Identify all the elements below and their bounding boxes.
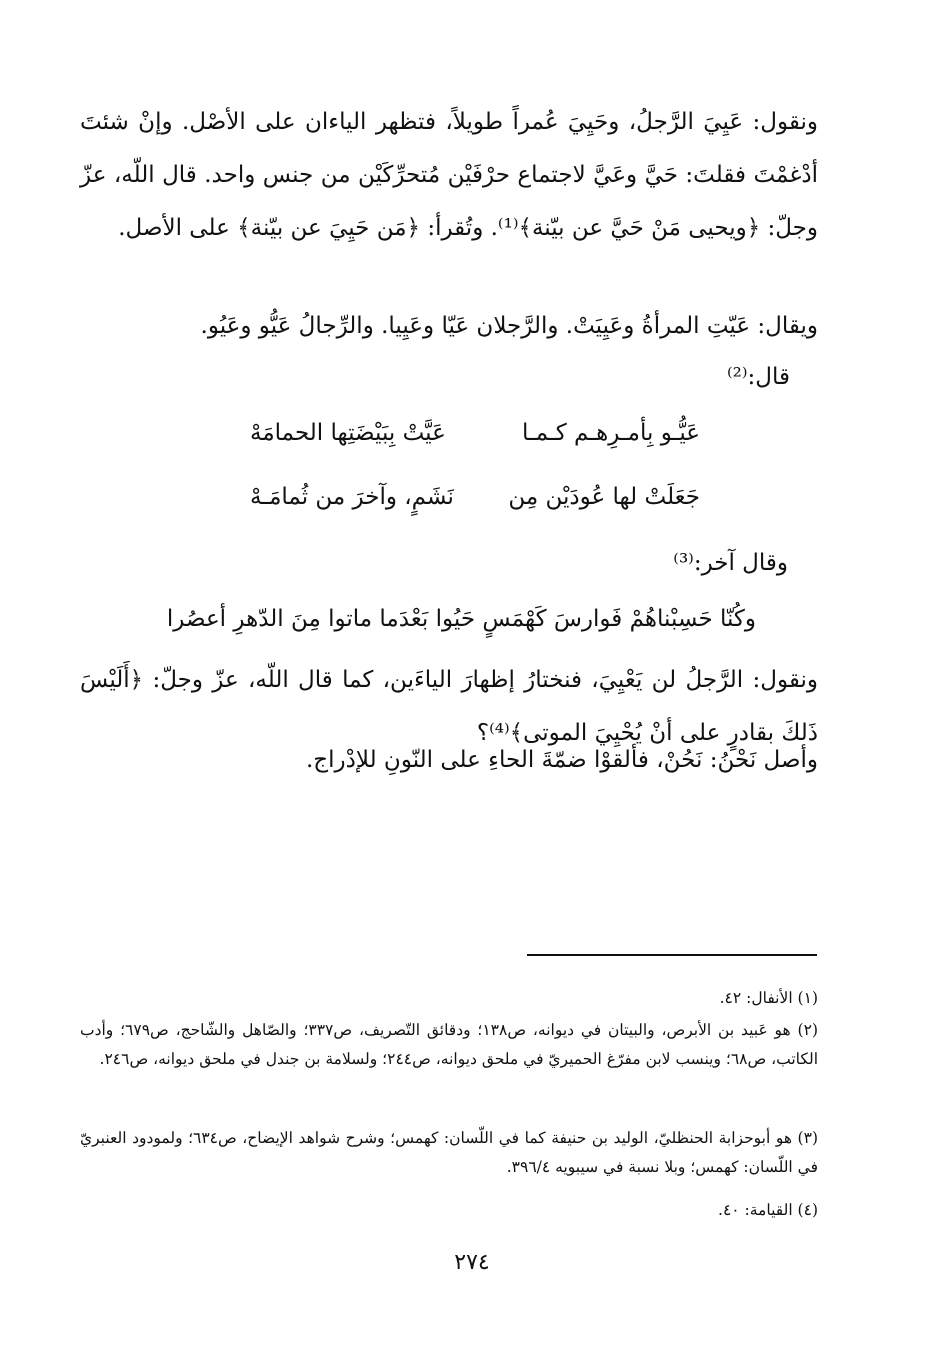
footnote-3: (٣) هو أبوحزابة الحنظليّ، الوليد بن حنيفة كما في اللّسان: كهمس؛ وشرح شواهد الإيضاح، ص٦٣٤؛ ولمودود العنبريّ في اللّسان: كهمس؛ وبلا نسبة في سيبويه ٣٩٦/٤.: [80, 1129, 818, 1176]
verse-2-first-hemistich: جَعَلَتْ لها عُودَيْن مِن: [508, 484, 700, 510]
verse-2-second-hemistich: نَشَمٍ، وآخرَ من ثُمامَـهْ: [250, 484, 454, 510]
verse-intro-1: قال:⁽²⁾: [726, 364, 790, 390]
verse-intro-2: وقال آخر:⁽³⁾: [673, 550, 788, 576]
footnote-1: (١) الأنفال: ٤٢.: [719, 989, 818, 1007]
paragraph-5: ونقول: الرَّجلُ لن يَعْيِيَ، فنختارُ إظهارَ الياءَين، كما قال اللّه، عزّ وجلّ: ﴿أَلَيْسَ ذَلكَ بقادرٍ على أنْ يُحْيِيَ الموتى﴾⁽⁴⁾؟: [80, 667, 818, 746]
verse-3: وكُنّا حَسِبْناهُمْ فَوارسَ كَهْمَسٍ حَيُوا بَعْدَما ماتوا مِنَ الدّهرِ أعصُرا: [166, 606, 756, 632]
verse-1-first-hemistich: عَيُّـو بِأمـرِهـم كـمـا: [522, 420, 700, 446]
paragraph-2: ويقال: عَيّتِ المرأةُ وعَيِيَتْ. والرَّجلان عَيّا وعَيِيا. والرِّجالُ عَيُّو وعَيُو.: [200, 313, 818, 339]
verse-1-second-hemistich: عَيَّتْ بِبَيْضَتِها الحمامَهْ: [250, 420, 446, 446]
footnote-2: (٢) هو عَبيد بن الأبرص، والبيتان في ديوانه، ص١٣٨؛ ودقائق التّصريف، ص٣٣٧؛ والصّاهل والشّاحج، ص٦٧٩؛ وأدب الكاتب، ص٦٨؛ وينسب لابن مفرّغ الحميريّ في ملحق ديوانه، ص٢٤٤؛ ولسلامة بن جندل في ملحق ديوانه، ص٢٤٦.: [80, 1021, 818, 1068]
footnote-4: (٤) القيامة: ٤٠.: [718, 1201, 818, 1219]
paragraph-1: ونقول: عَيِيَ الرَّجلُ، وحَيِيَ عُمراً طويلاً، فتظهر الياءان على الأصْل. وإنْ شئتَ أدْغمْتَ فقلتَ: حَيَّ وعَيَّ لاجتماع حرْفَيْن مُتحرِّكَيْن من جنس واحد. قال اللّه، عزّ وجلّ: ﴿ويحيى مَنْ حَيَّ عن بيّنة﴾⁽¹⁾. وتُقرأ: ﴿مَن حَيِيَ عن بيّنة﴾ على الأصل.: [80, 109, 818, 241]
footnote-separator: [527, 954, 817, 956]
paragraph-6: وأصل نَحْنُ: نَحُنْ، فألقوْا ضمّةَ الحاءِ على النّونِ للإدْراج.: [305, 747, 818, 773]
page-number: ٢٧٤: [454, 1250, 490, 1275]
